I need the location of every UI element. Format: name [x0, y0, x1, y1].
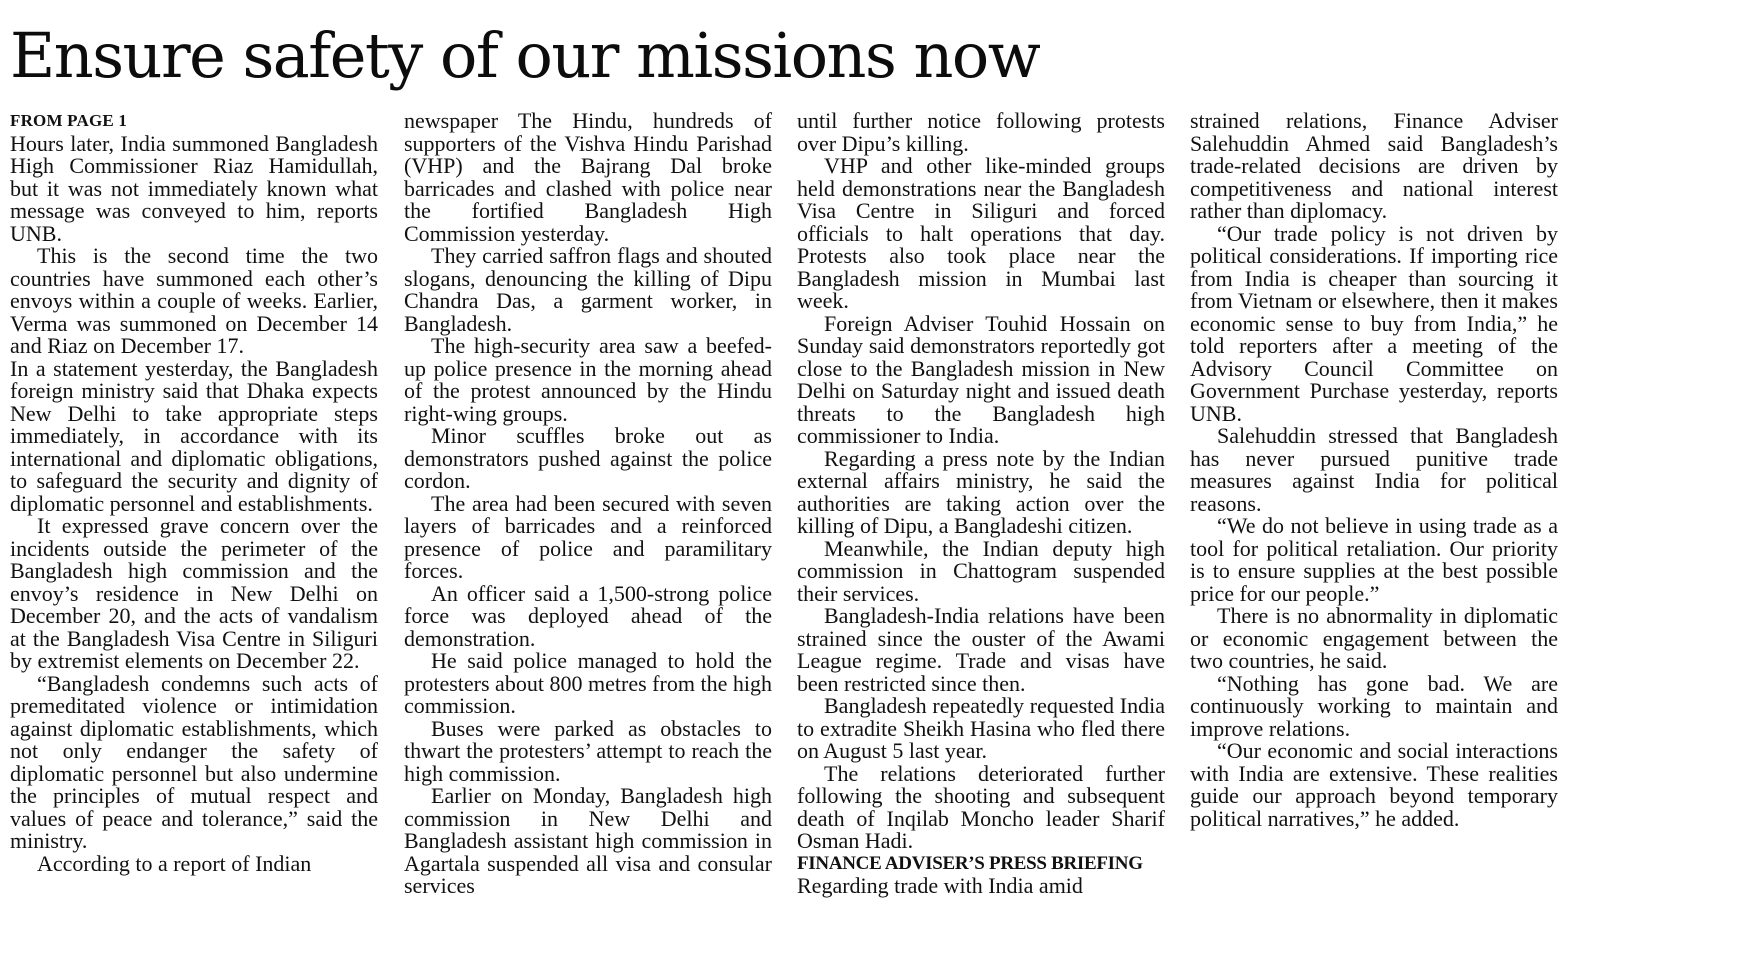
paragraph: “Our economic and social interactions with India are extensive. These realities guide our approach beyond temporary political narratives,” he added. [1190, 738, 1558, 831]
article-column-3 [797, 110, 1165, 970]
paragraph: until further notice following protests over Dipu’s killing. [797, 110, 1165, 156]
paragraph: strained relations, Finance Adviser Salehuddin Ahmed said Bangladesh’s trade-related decisions are driven by competitiveness and national interest rather than diplomacy. [1190, 110, 1558, 223]
paragraph: Meanwhile, the Indian deputy high commission in Chattogram suspended their services. [797, 535, 1165, 606]
paragraph: “Nothing has gone bad. We are continuously working to maintain and improve relations. [1190, 670, 1558, 741]
paragraph: This is the second time the two countries have summoned each other’s envoys within a couple of weeks. Earlier, Verma was summoned on December 14 and Riaz on December 17. [10, 243, 378, 358]
paragraph: According to a report of Indian [37, 850, 312, 876]
paragraph: The relations deteriorated further following the shooting and subsequent death of Inqilab Moncho leader Sharif Osman Hadi. [797, 760, 1165, 853]
paragraph: He said police managed to hold the protesters about 800 metres from the high commission. [404, 648, 772, 718]
paragraph: It expressed grave concern over the incidents outside the perimeter of the Bangladesh high commission and the envoy’s residence in New Delhi on December 20, and the acts of vandalism at the Bangladesh Visa Centre in Siliguri by extremist elements on December 22. [10, 513, 378, 673]
paragraph: Salehuddin stressed that Bangladesh has never pursued punitive trade measures against India for political reasons. [1190, 423, 1558, 516]
paragraph: Foreign Adviser Touhid Hossain on Sunday said demonstrators reportedly got close to the Bangladesh mission in New Delhi on Saturday night and issued death threats to the Bangladesh high commissioner to India. [797, 310, 1165, 448]
headline: Ensure safety of our missions now [10, 19, 1040, 92]
paragraph: Hours later, India summoned Bangladesh High Commissioner Riaz Hamidullah, but it was not immediately known what message was conveyed to him, reports UNB. [10, 130, 378, 246]
paragraph: newspaper The Hindu, hundreds of supporters of the Vishva Hindu Parishad (VHP) and the Bajrang Dal broke barricades and clashed with police near the fortified Bangladesh High Commission yesterday. [404, 110, 772, 246]
paragraph: Regarding a press note by the Indian external affairs ministry, he said the authorities are taking action over the killing of Dipu, a Bangladeshi citizen. [797, 445, 1165, 538]
article-column-2 [404, 110, 772, 970]
paragraph: Minor scuffles broke out as demonstrators pushed against the police cordon. [404, 423, 772, 493]
paragraph: Earlier on Monday, Bangladesh high commission in New Delhi and Bangladesh assistant high commission in Agartala suspended all visa and consular services [404, 783, 772, 898]
continuation-kicker: FROM PAGE 1 [10, 111, 128, 130]
paragraph: “Our trade policy is not driven by political considerations. If importing rice from India is cheaper than sourcing it from Vietnam or elsewhere, then it makes economic sense to buy from India,” he told reporters after a meeting of the Advisory Council Committee on Government Purchase yesterday, reports UNB. [1190, 220, 1558, 426]
section-subheading: FINANCE ADVISER’S PRESS BRIEFING [797, 852, 1143, 874]
paragraph: “We do not believe in using trade as a tool for political retaliation. Our priority is to ensure supplies at the best possible price for our people.” [1190, 513, 1558, 606]
paragraph: VHP and other like-minded groups held demonstrations near the Bangladesh Visa Centre in Siliguri and forced officials to halt operations that day. Protests also took place near the Bangladesh mission in Mumbai last week. [797, 153, 1165, 313]
paragraph: An officer said a 1,500-strong police force was deployed ahead of the demonstration. [404, 580, 772, 651]
paragraph: Buses were parked as obstacles to thwart the protesters’ attempt to reach the high commission. [404, 715, 772, 786]
paragraph: Bangladesh repeatedly requested India to extradite Sheikh Hasina who fled there on August 5 last year. [797, 693, 1165, 763]
paragraph: The high-security area saw a beefed-up police presence in the morning ahead of the protest announced by the Hindu right-wing groups. [404, 333, 772, 426]
paragraph: In a statement yesterday, the Bangladesh foreign ministry said that Dhaka expects New Delhi to take appropriate steps immediately, in accordance with its international and diplomatic obligations, to safeguard the security and dignity of diplomatic personnel and establishments. [10, 355, 378, 516]
article-column-1 [10, 110, 378, 970]
paragraph: “Bangladesh condemns such acts of premeditated violence or intimidation against diplomatic establishments, which not only endanger the safety of diplomatic personnel but also undermine the principles of mutual respect and values of peace and tolerance,” said the ministry. [10, 670, 378, 853]
article-column-4 [1190, 110, 1558, 970]
paragraph: They carried saffron flags and shouted slogans, denouncing the killing of Dipu Chandra Das, a garment worker, in Bangladesh. [404, 243, 772, 336]
paragraph: There is no abnormality in diplomatic or economic engagement between the two countries, he said. [1190, 603, 1558, 673]
paragraph: The area had been secured with seven layers of barricades and a reinforced presence of police and paramilitary forces. [404, 490, 772, 583]
paragraph: Regarding trade with India amid [797, 873, 1083, 898]
paragraph: Bangladesh-India relations have been strained since the ouster of the Awami League regime. Trade and visas have been restricted since then. [797, 603, 1165, 696]
